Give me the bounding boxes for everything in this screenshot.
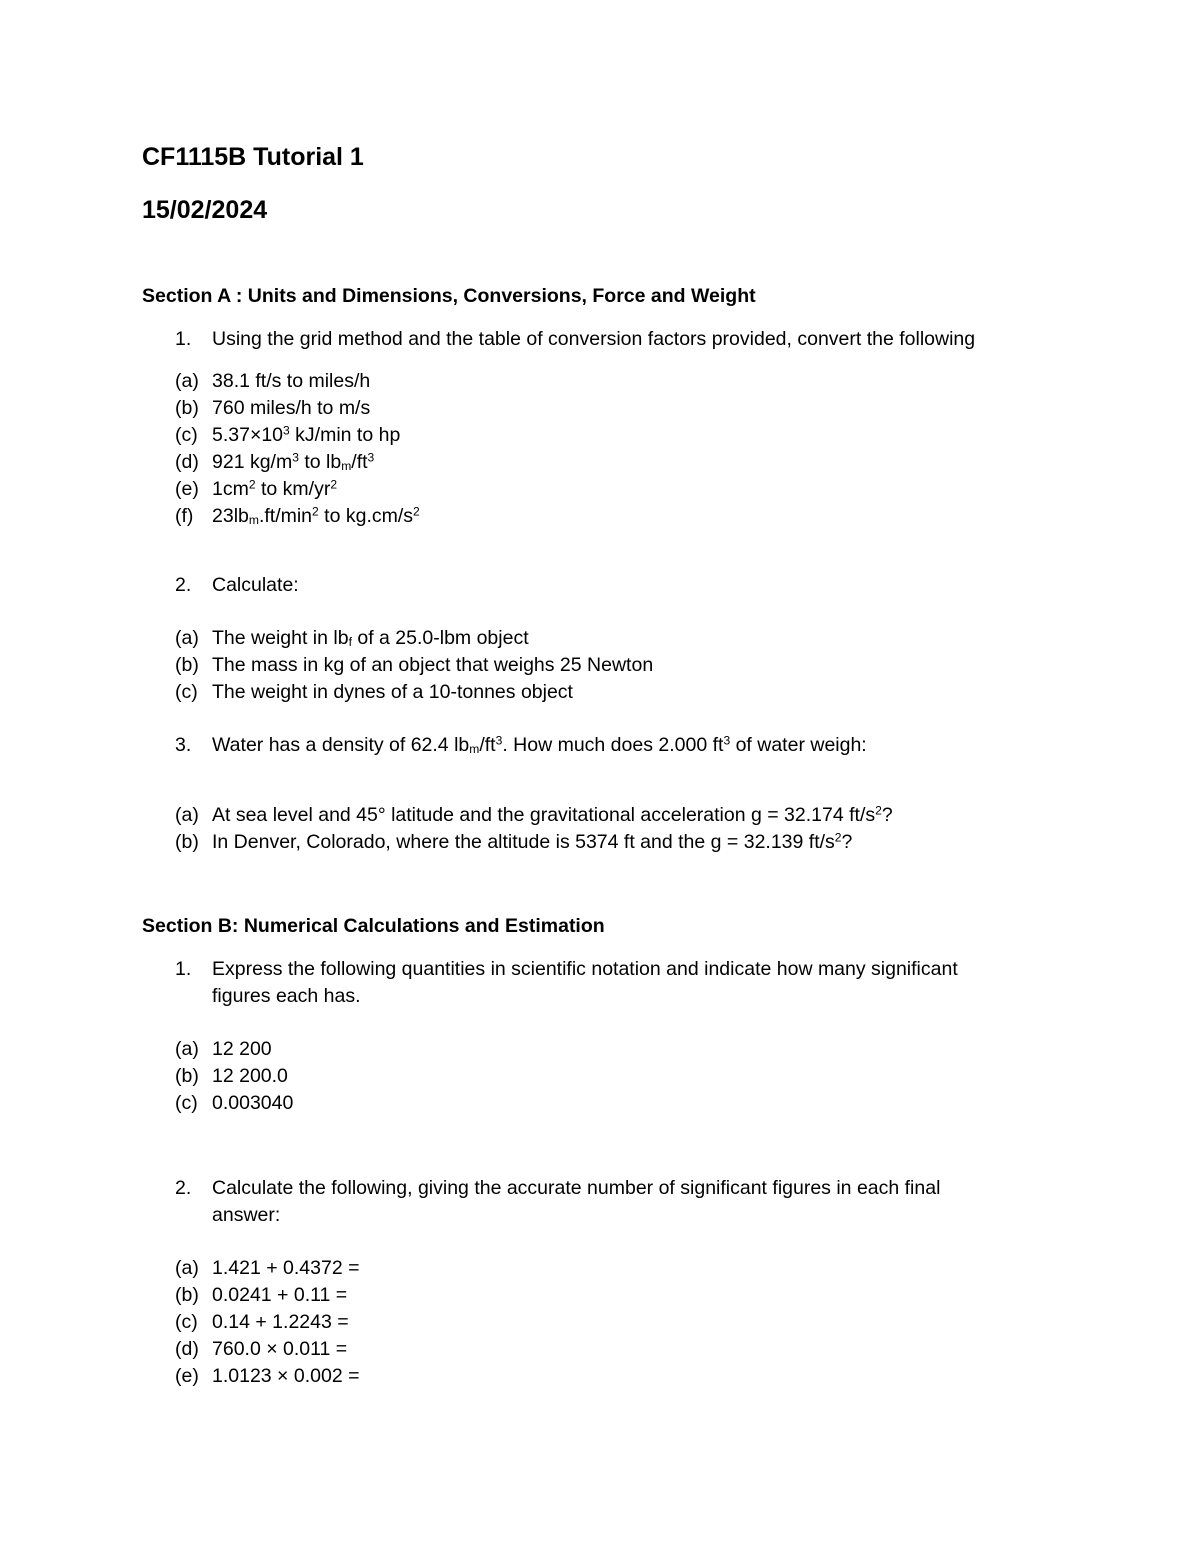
- section-a-heading: Section A : Units and Dimensions, Conversions, Force and Weight: [142, 285, 756, 307]
- list-item: 1.421 + 0.4372 =: [212, 1257, 360, 1279]
- section-a-q3-number: 3.: [175, 734, 192, 756]
- item-label: (f): [175, 505, 194, 527]
- section-a-q1-number: 1.: [175, 328, 192, 350]
- section-b-q1-line1: Express the following quantities in scientific notation and indicate how many significant: [212, 958, 958, 980]
- list-item: 760.0 × 0.011 =: [212, 1338, 348, 1360]
- item-label: (a): [175, 1038, 199, 1060]
- section-b-q1-line2: figures each has.: [212, 985, 361, 1007]
- item-label: (c): [175, 424, 198, 446]
- section-a-q2-number: 2.: [175, 574, 192, 596]
- list-item: $23lb_m.ft/\min^2$ to $kg.cm/s^2$: [212, 504, 420, 527]
- list-item: 12 200: [212, 1038, 272, 1060]
- list-item: 0.14 + 1.2243 =: [212, 1311, 349, 1333]
- list-item: The weight in $lb_f$ of a 25.0-lbm object: [212, 627, 529, 649]
- list-item: At sea level and 45° latitude and the gravitational acceleration g = 32.174 $ft/s^2$?: [212, 803, 893, 826]
- section-a-q2-text: Calculate:: [212, 574, 299, 596]
- item-label: (e): [175, 478, 199, 500]
- section-b-q1-number: 1.: [175, 958, 192, 980]
- section-a-q3-text: Water has a density of 62.4 $lb_m/ft^3$. How much does 2.000 $ft^3$ of water weigh:: [212, 733, 867, 756]
- item-label: (b): [175, 1284, 199, 1306]
- item-label: (b): [175, 831, 199, 853]
- list-item: 12 200.0: [212, 1065, 288, 1087]
- item-label: (d): [175, 1338, 199, 1360]
- list-item: 38.1 ft/s to miles/h: [212, 370, 371, 392]
- list-item: 1.0123 × 0.002 =: [212, 1365, 360, 1387]
- item-label: (a): [175, 370, 199, 392]
- item-label: (b): [175, 1065, 199, 1087]
- document-date: 15/02/2024: [142, 196, 268, 224]
- item-label: (a): [175, 804, 199, 826]
- list-item: 0.003040: [212, 1092, 294, 1114]
- list-item: $5.37\times 10^3$ kJ/min to hp: [212, 423, 401, 446]
- section-b-q2-line1: Calculate the following, giving the accurate number of significant figures in each final: [212, 1177, 941, 1199]
- item-label: (e): [175, 1365, 199, 1387]
- list-item: $1cm^2$ to $km/yr^2$: [212, 477, 338, 500]
- list-item: The weight in dynes of a 10-tonnes object: [212, 681, 573, 703]
- section-a-q1-text: Using the grid method and the table of conversion factors provided, convert the following: [212, 328, 976, 350]
- section-b-q2-line2: answer:: [212, 1204, 281, 1226]
- item-label: (b): [175, 397, 199, 419]
- section-b-heading: Section B: Numerical Calculations and Estimation: [142, 915, 605, 937]
- section-b-q2-number: 2.: [175, 1177, 192, 1199]
- item-label: (c): [175, 681, 198, 703]
- item-label: (c): [175, 1092, 198, 1114]
- item-label: (a): [175, 627, 199, 649]
- item-label: (a): [175, 1257, 199, 1279]
- list-item: The mass in kg of an object that weighs 25 Newton: [212, 654, 654, 676]
- item-label: (d): [175, 451, 199, 473]
- list-item: 760 miles/h to m/s: [212, 397, 371, 419]
- document-title: CF1115B Tutorial 1: [142, 143, 364, 171]
- list-item: 0.0241 + 0.11 =: [212, 1284, 348, 1306]
- list-item: 921 $kg/m^3$ to $lb_m/ft^3$: [212, 450, 375, 473]
- list-item: In Denver, Colorado, where the altitude is 5374 ft and the g = 32.139 $ft/s^2$?: [212, 830, 853, 853]
- item-label: (c): [175, 1311, 198, 1333]
- item-label: (b): [175, 654, 199, 676]
